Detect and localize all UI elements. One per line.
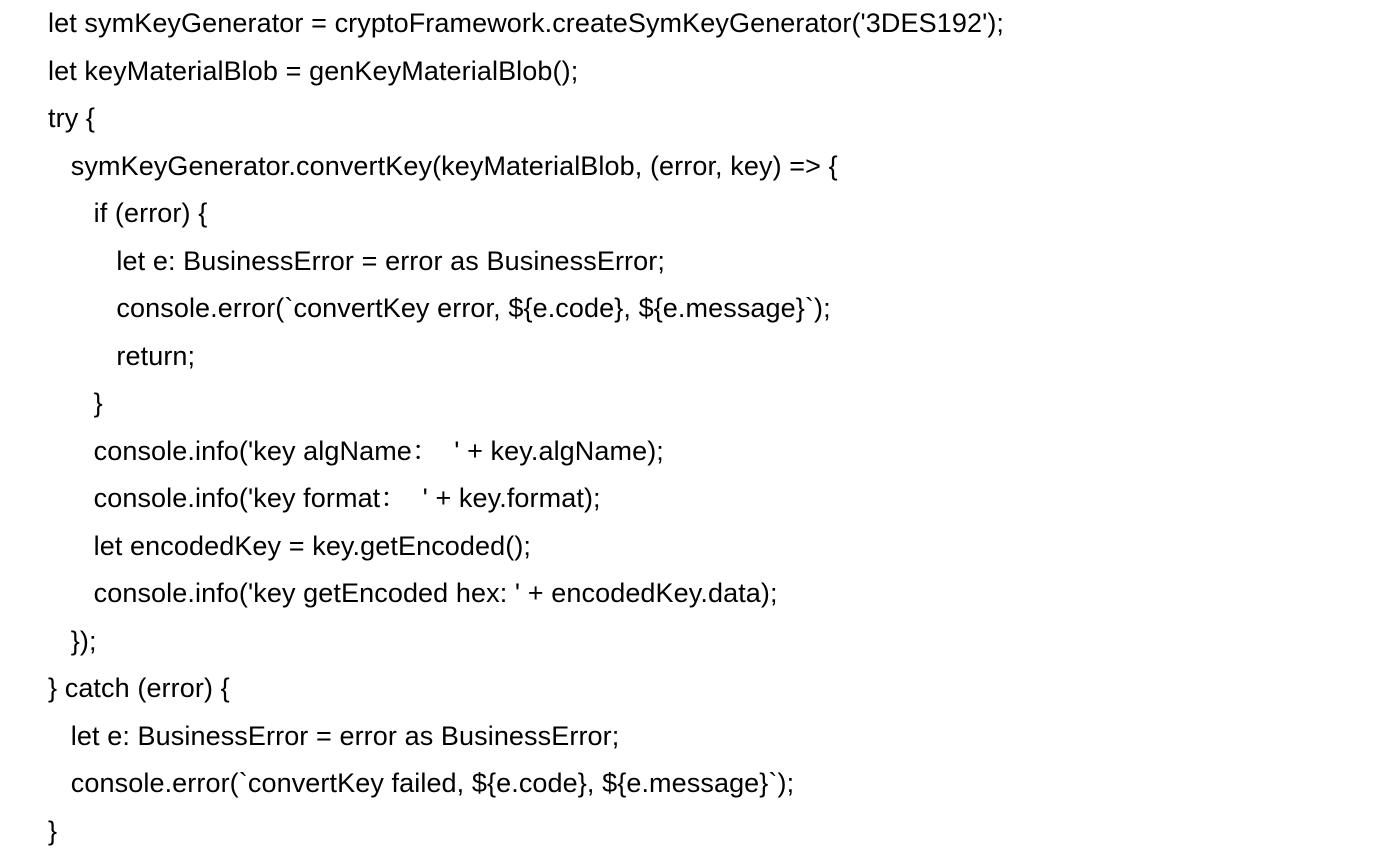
code-line: symKeyGenerator.convertKey(keyMaterialBlob, (error, key) => {	[48, 143, 1398, 191]
code-line: let e: BusinessError = error as BusinessError;	[48, 238, 1398, 286]
code-line: });	[48, 618, 1398, 666]
code-line: console.info('key getEncoded hex: ' + encodedKey.data);	[48, 570, 1398, 618]
code-line: console.error(`convertKey error, ${e.code}, ${e.message}`);	[48, 285, 1398, 333]
code-line: try {	[48, 95, 1398, 143]
code-line: console.info('key algName： ' + key.algName);	[48, 428, 1398, 476]
code-line: let e: BusinessError = error as BusinessError;	[48, 713, 1398, 761]
code-line: }	[48, 808, 1398, 855]
code-line: let symKeyGenerator = cryptoFramework.createSymKeyGenerator('3DES192');	[48, 0, 1398, 48]
code-line: } catch (error) {	[48, 665, 1398, 713]
code-line: }	[48, 380, 1398, 428]
code-line: if (error) {	[48, 190, 1398, 238]
code-line: console.error(`convertKey failed, ${e.code}, ${e.message}`);	[48, 760, 1398, 808]
code-line: return;	[48, 333, 1398, 381]
code-line: console.info('key format： ' + key.format);	[48, 475, 1398, 523]
code-line: let keyMaterialBlob = genKeyMaterialBlob();	[48, 48, 1398, 96]
code-line: let encodedKey = key.getEncoded();	[48, 523, 1398, 571]
